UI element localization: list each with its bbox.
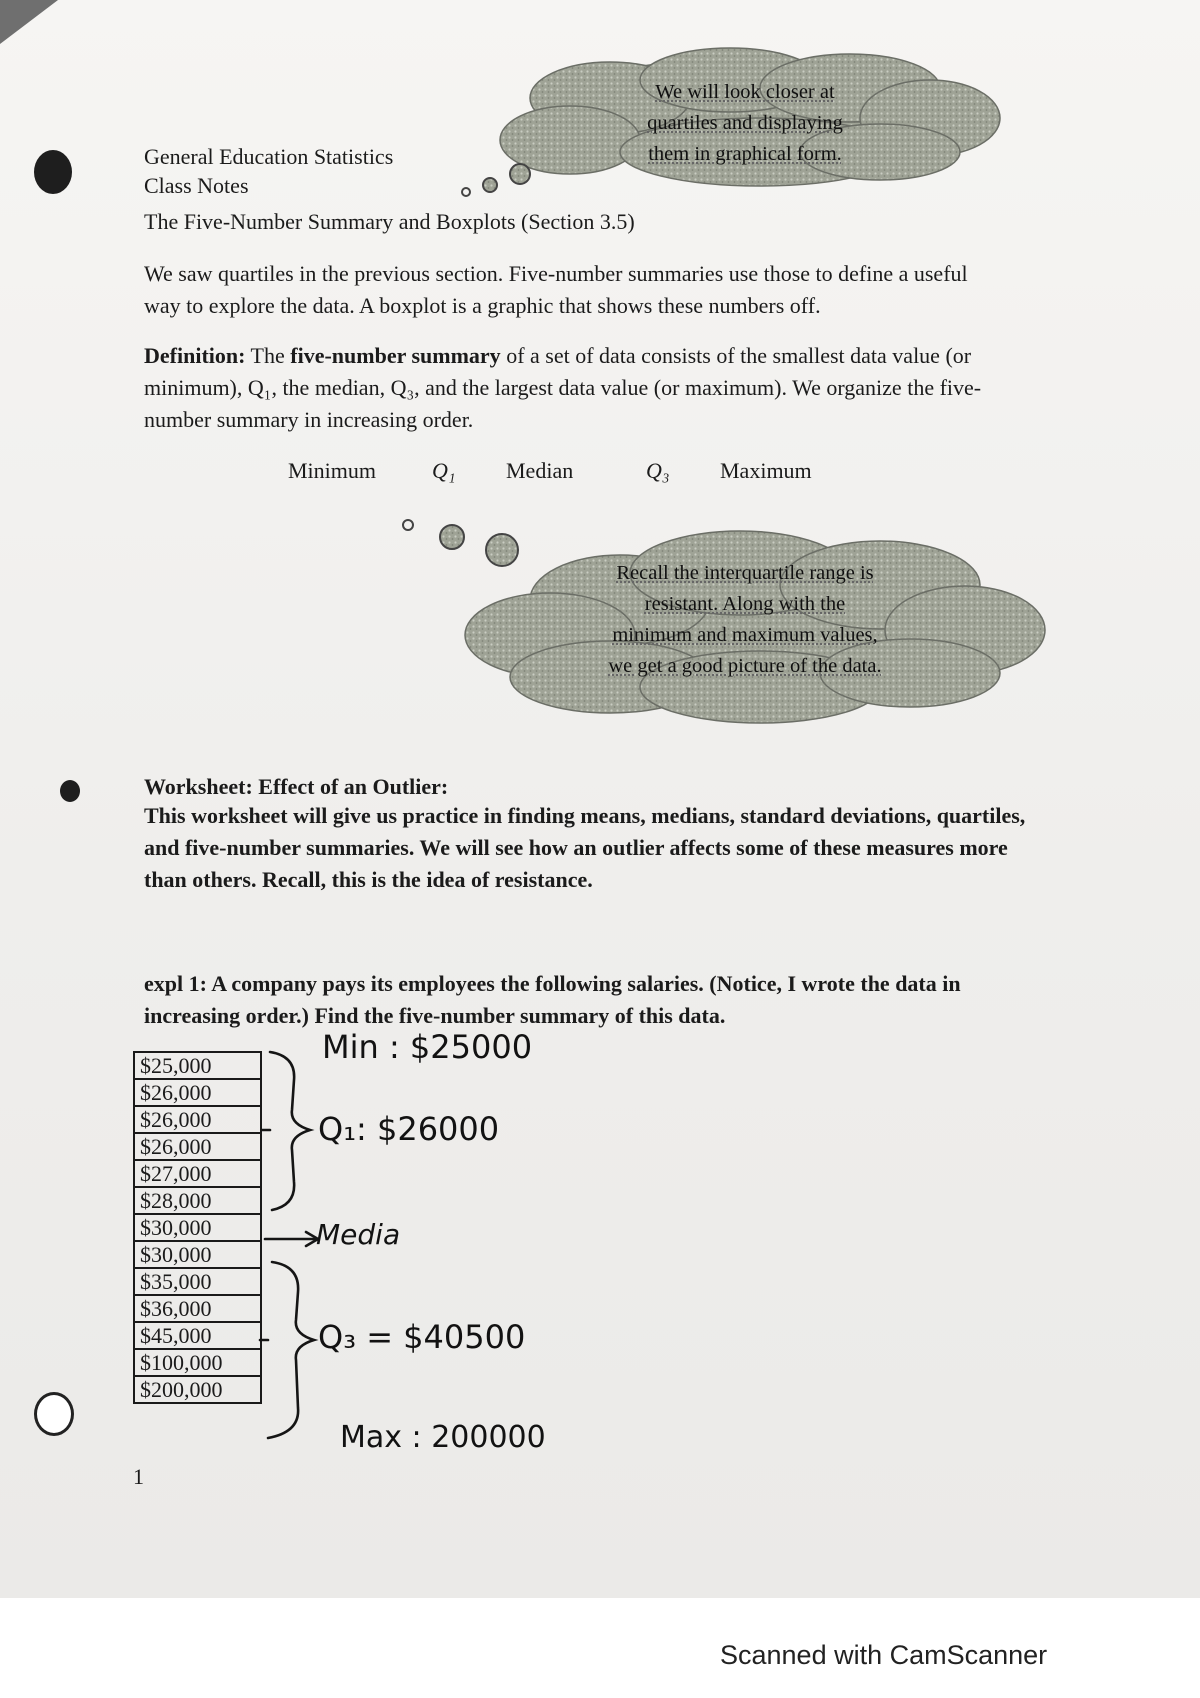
cloud-text-line: quartiles and displaying xyxy=(647,112,843,134)
table-row xyxy=(134,1349,261,1376)
table-row xyxy=(134,1268,261,1295)
handwritten-max: Max : 200000 xyxy=(340,1420,546,1455)
salary-cell: $26,000 xyxy=(134,1106,261,1133)
salary-cell: $27,000 xyxy=(134,1160,261,1187)
example-line: increasing order.) Find the five-number summary of this data. xyxy=(144,1003,726,1028)
handwritten-q3: Q₃ = $40500 xyxy=(318,1318,526,1356)
intro-line: way to explore the data. A boxplot is a graphic that shows these numbers off. xyxy=(144,293,821,318)
table-row xyxy=(134,1295,261,1322)
worksheet-line: This worksheet will give us practice in finding means, medians, standard deviations, quartiles, xyxy=(144,803,1026,828)
thought-cloud-iqr xyxy=(400,505,1050,730)
definition-text: of a set of data consists of the smallest data value (or xyxy=(500,343,972,368)
salary-cell: $30,000 xyxy=(134,1214,261,1241)
punch-hole-top xyxy=(34,150,72,194)
table-row xyxy=(134,1376,261,1403)
salary-cell: $35,000 xyxy=(134,1268,261,1295)
worksheet-line: than others. Recall, this is the idea of resistance. xyxy=(144,867,593,892)
handwritten-q1: Q₁: $26000 xyxy=(318,1110,500,1148)
folded-corner xyxy=(0,0,58,44)
class-notes-label: Class Notes xyxy=(144,173,249,198)
handwritten-min: Min : $25000 xyxy=(322,1028,533,1066)
example-paragraph xyxy=(144,968,1079,1032)
table-row xyxy=(134,1241,261,1268)
table-row xyxy=(134,1214,261,1241)
label-q3: Q₃ xyxy=(646,458,670,483)
label-median: Median xyxy=(506,458,574,483)
punch-hole-middle xyxy=(60,780,80,802)
punch-hole-bottom xyxy=(34,1392,74,1436)
worksheet-paragraph xyxy=(144,800,1079,896)
table-row xyxy=(134,1160,261,1187)
table-row xyxy=(134,1322,261,1349)
table-row xyxy=(134,1052,261,1079)
table-row xyxy=(134,1187,261,1214)
scanner-watermark: Scanned with CamScanner xyxy=(720,1640,1048,1670)
salary-table xyxy=(133,1051,262,1404)
salary-cell: $30,000 xyxy=(134,1241,261,1268)
cloud-text-line: Recall the interquartile range is xyxy=(616,562,874,584)
page-title: The Five-Number Summary and Boxplots (Section 3.5) xyxy=(144,209,635,234)
definition-line: number summary in increasing order. xyxy=(144,407,474,432)
salary-cell: $28,000 xyxy=(134,1187,261,1214)
cloud-text-line: We will look closer at xyxy=(655,81,835,103)
salary-cell: $45,000 xyxy=(134,1322,261,1349)
cloud-text-line: minimum and maximum values, xyxy=(612,624,878,646)
worksheet-title: Worksheet: Effect of an Outlier: xyxy=(144,774,449,799)
label-maximum: Maximum xyxy=(720,458,812,483)
label-q1: Q₁ xyxy=(432,458,456,483)
label-minimum: Minimum xyxy=(288,458,377,483)
definition-paragraph xyxy=(144,340,1079,436)
definition-line: minimum), Q₁, the median, Q₃, and the largest data value (or maximum). We organize the five- xyxy=(144,375,982,400)
thought-cloud-quartiles xyxy=(460,40,1020,210)
salary-cell: $25,000 xyxy=(134,1052,261,1079)
definition-term: five-number summary xyxy=(290,343,501,368)
example-line: expl 1: A company pays its employees the following salaries. (Notice, I wrote the data in xyxy=(144,971,961,996)
page-number: 1 xyxy=(133,1464,144,1489)
cloud-text-line: them in graphical form. xyxy=(648,143,842,165)
table-row xyxy=(134,1106,261,1133)
definition-text: The xyxy=(245,343,291,368)
intro-line: We saw quartiles in the previous section. Five-number summaries use those to define a useful xyxy=(144,261,968,286)
salary-cell: $36,000 xyxy=(134,1295,261,1322)
salary-cell: $26,000 xyxy=(134,1079,261,1106)
intro-paragraph xyxy=(144,258,1079,322)
table-row xyxy=(134,1079,261,1106)
salary-cell: $200,000 xyxy=(134,1376,261,1403)
course-title: General Education Statistics xyxy=(144,144,394,169)
cloud-text-line: resistant. Along with the xyxy=(644,593,846,615)
table-row xyxy=(134,1133,261,1160)
salary-cell: $26,000 xyxy=(134,1133,261,1160)
definition-label: Definition: xyxy=(144,343,246,368)
salary-cell: $100,000 xyxy=(134,1349,261,1376)
cloud-text-line: we get a good picture of the data. xyxy=(608,655,882,677)
handwritten-median: Media xyxy=(316,1218,401,1251)
worksheet-line: and five-number summaries. We will see how an outlier affects some of these measures more xyxy=(144,835,1008,860)
